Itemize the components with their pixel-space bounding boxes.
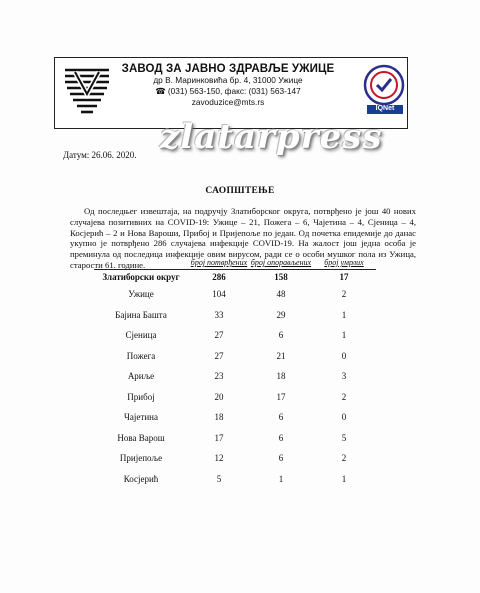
- cell-recovered: 1: [278, 473, 284, 484]
- table-body: [94, 270, 376, 490]
- table-row: [94, 325, 376, 346]
- table-row: [94, 284, 376, 305]
- cell-recovered: 29: [276, 309, 286, 320]
- cell-confirmed: 20: [214, 391, 224, 402]
- table-row: [94, 407, 376, 428]
- table-row: [94, 448, 376, 469]
- header-empty: [94, 258, 188, 270]
- cell-recovered: 21: [276, 350, 286, 361]
- cell-recovered: 18: [276, 371, 286, 382]
- institute-logo-icon: [61, 64, 113, 120]
- cell-name: Чајетина: [124, 412, 158, 423]
- cell-name: Бајина Башта: [115, 309, 167, 320]
- table-row-total: [94, 270, 376, 285]
- cell-confirmed: 33: [214, 309, 224, 320]
- cell-recovered: 158: [250, 270, 312, 285]
- cell-deaths: 2: [341, 453, 347, 464]
- cell-name: Прибој: [127, 391, 155, 402]
- cell-deaths: 2: [341, 289, 347, 300]
- header-deaths: број умрлих: [324, 258, 364, 267]
- cell-recovered: 6: [278, 453, 284, 464]
- header-recovered: број опорављених: [250, 258, 312, 267]
- institute-email: zavoduzice@mts.rs: [191, 97, 265, 107]
- table-row: [94, 469, 376, 490]
- cell-recovered: 6: [278, 432, 284, 443]
- document-heading: САОПШТЕЊЕ: [205, 186, 275, 196]
- table-row: [94, 366, 376, 387]
- cell-name: Пожега: [126, 350, 156, 361]
- iqnet-label: IQNet: [375, 105, 395, 112]
- cell-deaths: 0: [341, 412, 347, 423]
- cell-name: Косјерић: [123, 473, 159, 484]
- header-confirmed: број потврђених: [190, 258, 248, 267]
- document-date: Датум: 26.06. 2020.: [63, 150, 137, 160]
- cell-confirmed: 12: [214, 453, 224, 464]
- table-row: [94, 428, 376, 449]
- cell-recovered: 6: [278, 412, 284, 423]
- cell-confirmed: 23: [214, 371, 224, 382]
- watermark: zlatarpress: [160, 117, 383, 157]
- cell-name: Пријепоље: [119, 453, 163, 464]
- cell-confirmed: 17: [214, 432, 224, 443]
- cell-name: Сјеница: [125, 330, 157, 341]
- cell-deaths: 2: [341, 391, 347, 402]
- cell-recovered: 17: [276, 391, 286, 402]
- cell-deaths: 1: [341, 330, 347, 341]
- cell-recovered: 6: [278, 330, 284, 341]
- cell-confirmed: 27: [214, 330, 224, 341]
- cell-deaths: 1: [341, 309, 347, 320]
- table-header-row: [94, 258, 376, 270]
- cell-confirmed: 27: [214, 350, 224, 361]
- table-row: [94, 305, 376, 326]
- cell-confirmed: 104: [212, 289, 226, 300]
- quality-seal-icon: [363, 64, 405, 106]
- cell-name: Ариље: [127, 371, 155, 382]
- cell-name: Златиборски округ: [94, 270, 188, 285]
- letterhead-text: [117, 62, 339, 108]
- cell-name: Нова Варош: [117, 432, 165, 443]
- institute-name: ЗАВОД ЗА ЈАВНО ЗДРАВЉЕ УЖИЦЕ: [121, 63, 335, 75]
- cell-confirmed: 18: [214, 412, 224, 423]
- cell-confirmed: 286: [188, 270, 250, 285]
- institute-phone: ☎ (031) 563-150, факс: (031) 563-147: [155, 86, 301, 96]
- cell-deaths: 5: [341, 432, 347, 443]
- cell-name: Ужице: [128, 289, 154, 300]
- cell-deaths: 0: [341, 350, 347, 361]
- table-row: [94, 387, 376, 408]
- cell-deaths: 17: [312, 270, 376, 285]
- table-row: [94, 346, 376, 367]
- cell-confirmed: 5: [216, 473, 222, 484]
- cell-recovered: 48: [276, 289, 286, 300]
- cell-deaths: 1: [341, 473, 347, 484]
- announcement-paragraph: Од последњег извештаја, на подручју Златиборског округа, потврђено је још 40 нових случајева позитивних на COVID-19: Ужице – 21, Пожега – 6, Чајетина – 4, Сјеница – 4, Косјерић – 2 и Нова Вароши, Прибој и Пријепоље по један. Од почетка епидемије до данас укупно је потврђено 286 случајева инфекције COVID-19. На жалост још једна особа је преминула од последица инфекције овим вирусом, ради се о особи мушког пола из Ужица, старости 61. године.: [70, 206, 416, 270]
- cases-table: [94, 258, 376, 489]
- institute-address: др В. Маринковића бр. 4, 31000 Ужице: [153, 75, 303, 85]
- cell-deaths: 3: [341, 371, 347, 382]
